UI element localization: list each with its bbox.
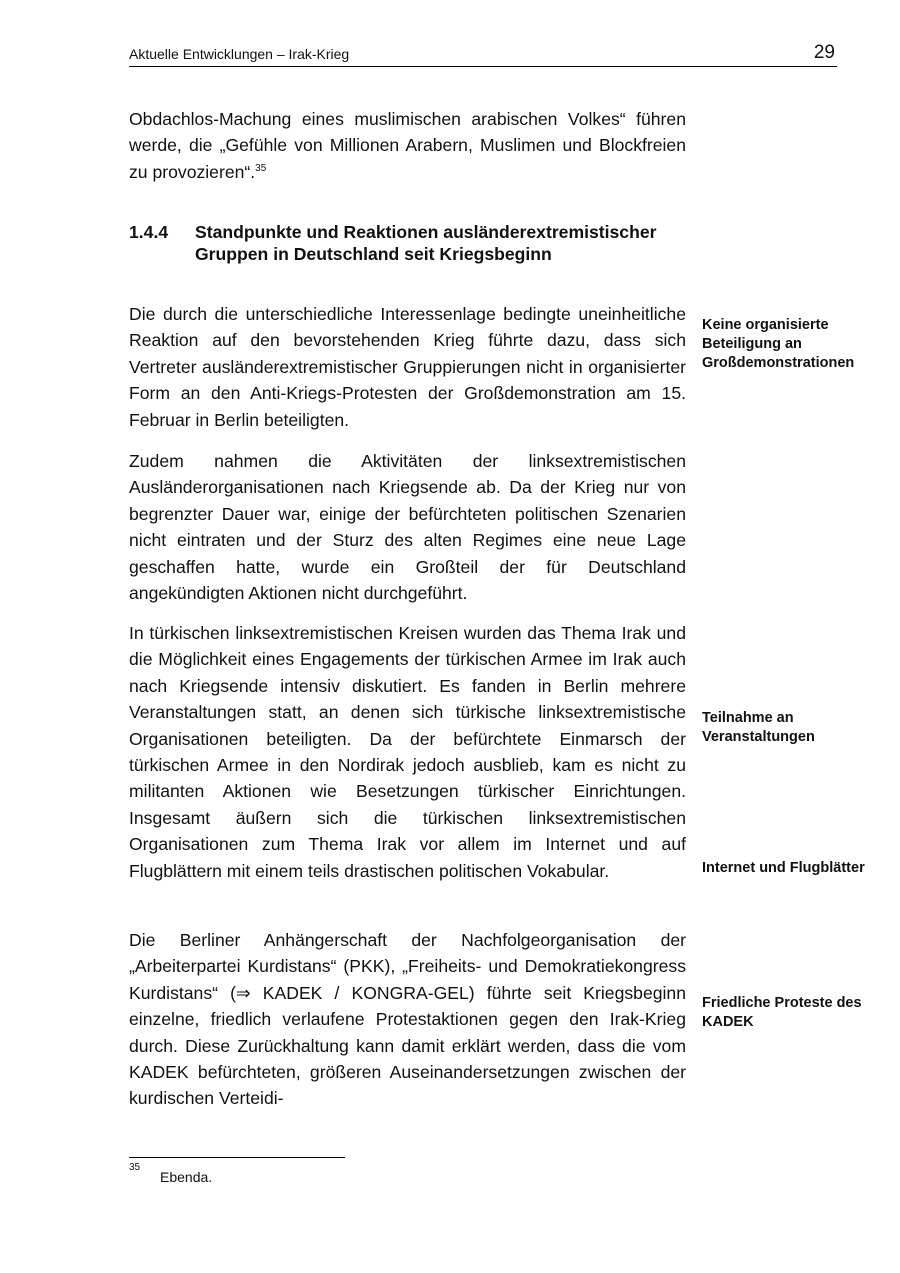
footnote-number: 35: [129, 1162, 141, 1173]
paragraph-4-text: Die Berliner Anhängerschaft der Nachfolgeorganisation der „Arbeiterpartei Kurdistans“ (PKK), „Freiheits- und Demokratiekongress Kurdistans“ (⇒ KADEK / KONGRA-GEL) führte seit Kriegsbeginn einzelne, friedlich verlaufene Protestaktionen gegen den Irak-Krieg durch. Diese Zurückhaltung kann damit erklärt werden, dass die vom KADEK befürchteten, größeren Auseinandersetzungen zwischen der kurdischen Verteidi-: [129, 930, 686, 1109]
paragraph-2-text: Zudem nahmen die Aktivitäten der linksextremistischen Ausländerorganisationen nach Kriegsende ab. Da der Krieg nur von begrenzter Dauer war, einige der befürchteten politischen Szenarien nicht eintraten und der Sturz des alten Regimes eine neue Lage geschaffen hatte, wurde ein Großteil der für Deutschland angekündigten Aktionen nicht durchgeführt.: [129, 451, 686, 604]
header-title: Aktuelle Entwicklungen – Irak-Krieg: [129, 46, 350, 62]
intro-paragraph: [129, 106, 686, 185]
footnote-separator: [129, 1157, 345, 1158]
section-title: Standpunkte und Reaktionen ausländerextremistischer Gruppen in Deutschland seit Kriegsbeginn: [195, 222, 657, 264]
intro-text: Obdachlos-Machung eines muslimischen arabischen Volkes“ führen werde, die „Gefühle von Millionen Arabern, Muslimen und Blockfreien zu provozieren“.: [129, 109, 686, 182]
section-number: 1.4.4: [129, 222, 169, 242]
paragraph-1-text: Die durch die unterschiedliche Interessenlage bedingte uneinheitliche Reaktion auf den bevorstehenden Krieg führte dazu, dass sich Vertreter ausländerextremistischer Gruppierungen nicht in organisierter Form an den Anti-Kriegs-Protesten der Großdemonstration am 15. Februar in Berlin beteiligten.: [129, 304, 686, 430]
paragraph-1: [129, 301, 686, 433]
margin-note-2: Teilnahme an Veranstaltungen: [702, 710, 815, 745]
paragraph-2: [129, 448, 686, 606]
margin-note-4: Friedliche Proteste des KADEK: [702, 995, 862, 1030]
page-number: 29: [813, 42, 835, 63]
margin-note-3: Internet und Flugblätter: [702, 860, 865, 876]
footnote-text: Ebenda.: [160, 1169, 213, 1185]
paragraph-4: [129, 927, 686, 1112]
paragraph-3: [129, 620, 686, 884]
running-header: [129, 42, 837, 67]
margin-note-1: Keine organisierte Beteiligung an Großdemonstrationen: [702, 317, 855, 371]
footnote-ref: 35: [255, 162, 267, 174]
paragraph-3-text: In türkischen linksextremistischen Kreisen wurden das Thema Irak und die Möglichkeit eines Engagements der türkischen Armee im Irak auch nach Kriegsende intensiv diskutiert. Es fanden in Berlin mehrere Veranstaltungen statt, an denen sich türkische linksextremistische Organisationen beteiligten. Da der befürchtete Einmarsch der türkischen Armee in den Nordirak jedoch ausblieb, kam es nicht zu militanten Aktionen wie Besetzungen türkischer Einrichtungen. Insgesamt äußern sich die türkischen linksextremistischen Organisationen zum Thema Irak vor allem im Internet und auf Flugblättern mit einem teils drastischen politischen Vokabular.: [129, 623, 686, 881]
